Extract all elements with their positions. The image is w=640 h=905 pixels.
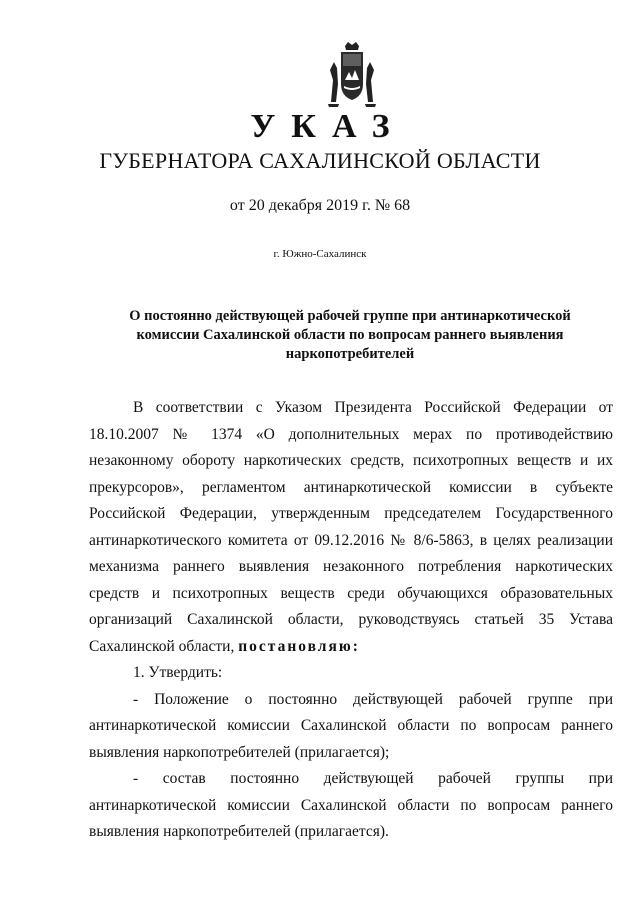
list-item: - Положение о постоянно действующей рабочей группе при антинаркотической комиссии Сахалинской области по вопросам раннего выявления наркопотребителей (прилагается); xyxy=(89,690,613,761)
list-item: - состав постоянно действующей рабочей группы при антинаркотической комиссии Сахалинской области по вопросам раннего выявления наркопотребителей (прилагается). xyxy=(89,770,613,840)
document-body xyxy=(89,395,613,846)
document-date: от 20 декабря 2019 г. № 68 xyxy=(229,197,411,214)
heading-line: О постоянно действующей рабочей группе при антинаркотической xyxy=(129,308,571,324)
document-heading xyxy=(90,307,610,364)
preamble-text: В соответствии с Указом Президента Российской Федерации от 18.10.2007 № 1374 «О дополнительных мерах по противодействию незаконному обороту наркотических средств, психотропных веществ и их прекурсоров», регламентом антинаркотической комиссии в субъекте Российской Федерации, утвержденным председателем Государственного антинаркотического комитета от 09.12.2016 № 8/6-5863, в целях реализации механизма раннего выявления незаконного потребления наркотических средств и психотропных веществ среди обучающихся образовательных организаций Сахалинской области, руководствуясь статьей 35 Устава Сахалинской области, xyxy=(89,399,613,655)
heading-line: комиссии Сахалинской области по вопросам раннего выявления xyxy=(136,327,564,343)
document-title: УКАЗ xyxy=(250,108,406,145)
document-city: г. Южно-Сахалинск xyxy=(273,248,367,260)
coat-of-arms-icon xyxy=(325,40,379,110)
decree-word: постановляю: xyxy=(238,637,360,655)
point-1: 1. Утвердить: xyxy=(133,664,223,681)
document-subtitle: ГУБЕРНАТОРА САХАЛИНСКОЙ ОБЛАСТИ xyxy=(99,148,541,173)
heading-line: наркопотребителей xyxy=(285,346,415,362)
preamble-paragraph xyxy=(89,395,613,660)
